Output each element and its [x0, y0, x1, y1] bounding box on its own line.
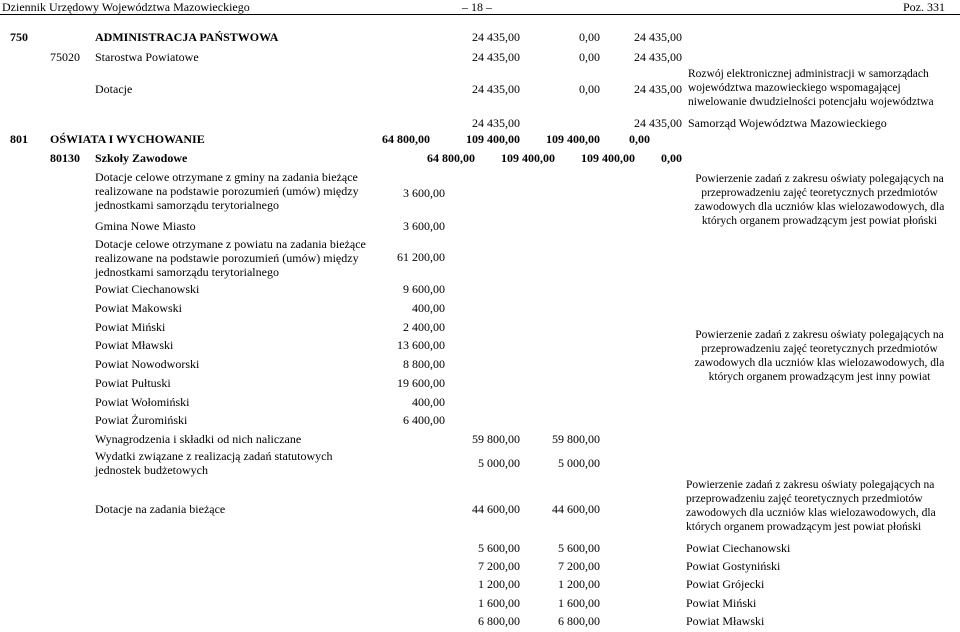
section-name: OŚWIATA I WYCHOWANIE: [50, 132, 205, 146]
list-item-name: Powiat Makowski: [95, 301, 182, 315]
item-name: Wydatki związane z realizacją zadań statutowych jednostek budżetowych: [95, 449, 333, 477]
value-c: 24 435,00: [634, 30, 682, 44]
list-item-name: Powiat Ciechanowski: [686, 541, 791, 555]
header-journal-title: Dziennik Urzędowy Województwa Mazowieckiego: [2, 0, 250, 14]
value-a: 64 800,00: [382, 132, 430, 146]
value-b: 0,00: [579, 30, 600, 44]
header-position: Poz. 331: [903, 0, 945, 14]
list-item-value: 19 600,00: [397, 376, 445, 390]
value-a: 59 800,00: [472, 432, 520, 446]
chapter-code: 80130: [50, 151, 80, 165]
section-name: ADMINISTRACJA PAŃSTWOWA: [95, 30, 279, 44]
list-item-value: 400,00: [412, 301, 445, 315]
list-item-value: 13 600,00: [397, 338, 445, 352]
value-a: 64 800,00: [427, 151, 475, 165]
value-a: 24 435,00: [472, 116, 520, 130]
list-item-name: Powiat Miński: [686, 596, 757, 610]
value-c: 109 400,00: [546, 132, 600, 146]
value-a: 24 435,00: [472, 30, 520, 44]
value-c: 109 400,00: [581, 151, 635, 165]
item-name: Dotacje: [95, 82, 133, 96]
list-item-name: Powiat Grójecki: [686, 577, 765, 591]
list-item-name: Powiat Mławski: [95, 338, 174, 352]
value-a: 24 435,00: [472, 82, 520, 96]
group-value: 3 600,00: [403, 186, 445, 200]
list-item-name: Powiat Gostyniński: [686, 559, 781, 573]
list-item-name: Powiat Wołomiński: [95, 395, 190, 409]
value-c: 24 435,00: [634, 50, 682, 64]
list-item-value-a: 7 200,00: [478, 559, 520, 573]
gmina-name: Gmina Nowe Miasto: [95, 219, 196, 233]
item-description: Samorząd Województwa Mazowieckiego: [688, 116, 887, 130]
group-title: Dotacje na zadania bieżące: [95, 502, 226, 516]
group-value: 61 200,00: [397, 250, 445, 264]
section-code: 750: [10, 30, 28, 44]
list-item-value-b: 1 200,00: [558, 577, 600, 591]
header-rule: [0, 14, 960, 15]
list-item-name: Powiat Mławski: [686, 614, 765, 628]
chapter-name: Szkoły Zawodowe: [95, 151, 188, 165]
list-item-value-a: 1 600,00: [478, 596, 520, 610]
group-title: Dotacje celowe otrzymane z gminy na zadania bieżące realizowane na podstawie porozumień (umów) między jednostkami samorządu terytorialnego: [95, 170, 359, 212]
list-item-name: Powiat Ciechanowski: [95, 282, 200, 296]
group-title: Dotacje celowe otrzymane z powiatu na zadania bieżące realizowane na podstawie porozumień (umów) między jednostkami samorządu terytorialnego: [95, 237, 366, 279]
value-b: 109 400,00: [466, 132, 520, 146]
item-description: Rozwój elektronicznej administracji w samorządach województwa mazowieckiego wspomagającej niwelowanie dwudzielności potencjału województwa: [688, 68, 934, 108]
chapter-code: 75020: [50, 50, 80, 64]
list-item-value-b: 1 600,00: [558, 596, 600, 610]
value-b: 0,00: [579, 82, 600, 96]
group-value-b: 44 600,00: [552, 502, 600, 516]
list-item-value: 2 400,00: [403, 320, 445, 334]
value-d: 0,00: [629, 132, 650, 146]
value-b: 109 400,00: [501, 151, 555, 165]
list-item-name: Powiat Nowodworski: [95, 357, 200, 371]
group-value-a: 44 600,00: [472, 502, 520, 516]
value-a: 5 000,00: [478, 456, 520, 470]
section-code: 801: [10, 132, 28, 146]
value-b: 59 800,00: [552, 432, 600, 446]
gmina-value: 3 600,00: [403, 219, 445, 233]
chapter-name: Starostwa Powiatowe: [95, 50, 199, 64]
list-item-name: Powiat Pułtuski: [95, 376, 171, 390]
group-description: Powierzenie zadań z zakresu oświaty polegających na przeprowadzeniu zajęć teoretycznych przedmiotów zawodowych dla uczniów klas wielozawodowych, dla których organem prowadzącym jest powiat płoński: [694, 173, 945, 227]
group-description: Powierzenie zadań z zakresu oświaty polegających na przeprowadzeniu zajęć teoretycznych przedmiotów zawodowych dla uczniów klas wielozawodowych, dla których organem prowadzącym jest powiat płoński: [686, 479, 936, 533]
list-item-value-b: 6 800,00: [558, 614, 600, 628]
list-item-value: 9 600,00: [403, 282, 445, 296]
value-b: 0,00: [579, 50, 600, 64]
list-item-value-b: 7 200,00: [558, 559, 600, 573]
list-item-value-b: 5 600,00: [558, 541, 600, 555]
list-item-value-a: 6 800,00: [478, 614, 520, 628]
list-item-value: 8 800,00: [403, 357, 445, 371]
value-a: 24 435,00: [472, 50, 520, 64]
value-b: 5 000,00: [558, 456, 600, 470]
value-b: 24 435,00: [634, 116, 682, 130]
list-item-value: 400,00: [412, 395, 445, 409]
item-name: Wynagrodzenia i składki od nich naliczane: [95, 432, 302, 446]
list-item-value-a: 1 200,00: [478, 577, 520, 591]
header-page-number: – 18 –: [462, 0, 492, 14]
value-c: 24 435,00: [634, 82, 682, 96]
value-d: 0,00: [661, 151, 682, 165]
list-item-value: 6 400,00: [403, 413, 445, 427]
list-item-value-a: 5 600,00: [478, 541, 520, 555]
list-item-name: Powiat Żuromiński: [95, 413, 188, 427]
list-item-name: Powiat Miński: [95, 320, 166, 334]
group-description: Powierzenie zadań z zakresu oświaty polegających na przeprowadzeniu zajęć teoretycznych przedmiotów zawodowych dla uczniów klas wielozawodowych, dla których organem prowadzącym jest inny powiat: [694, 329, 945, 383]
